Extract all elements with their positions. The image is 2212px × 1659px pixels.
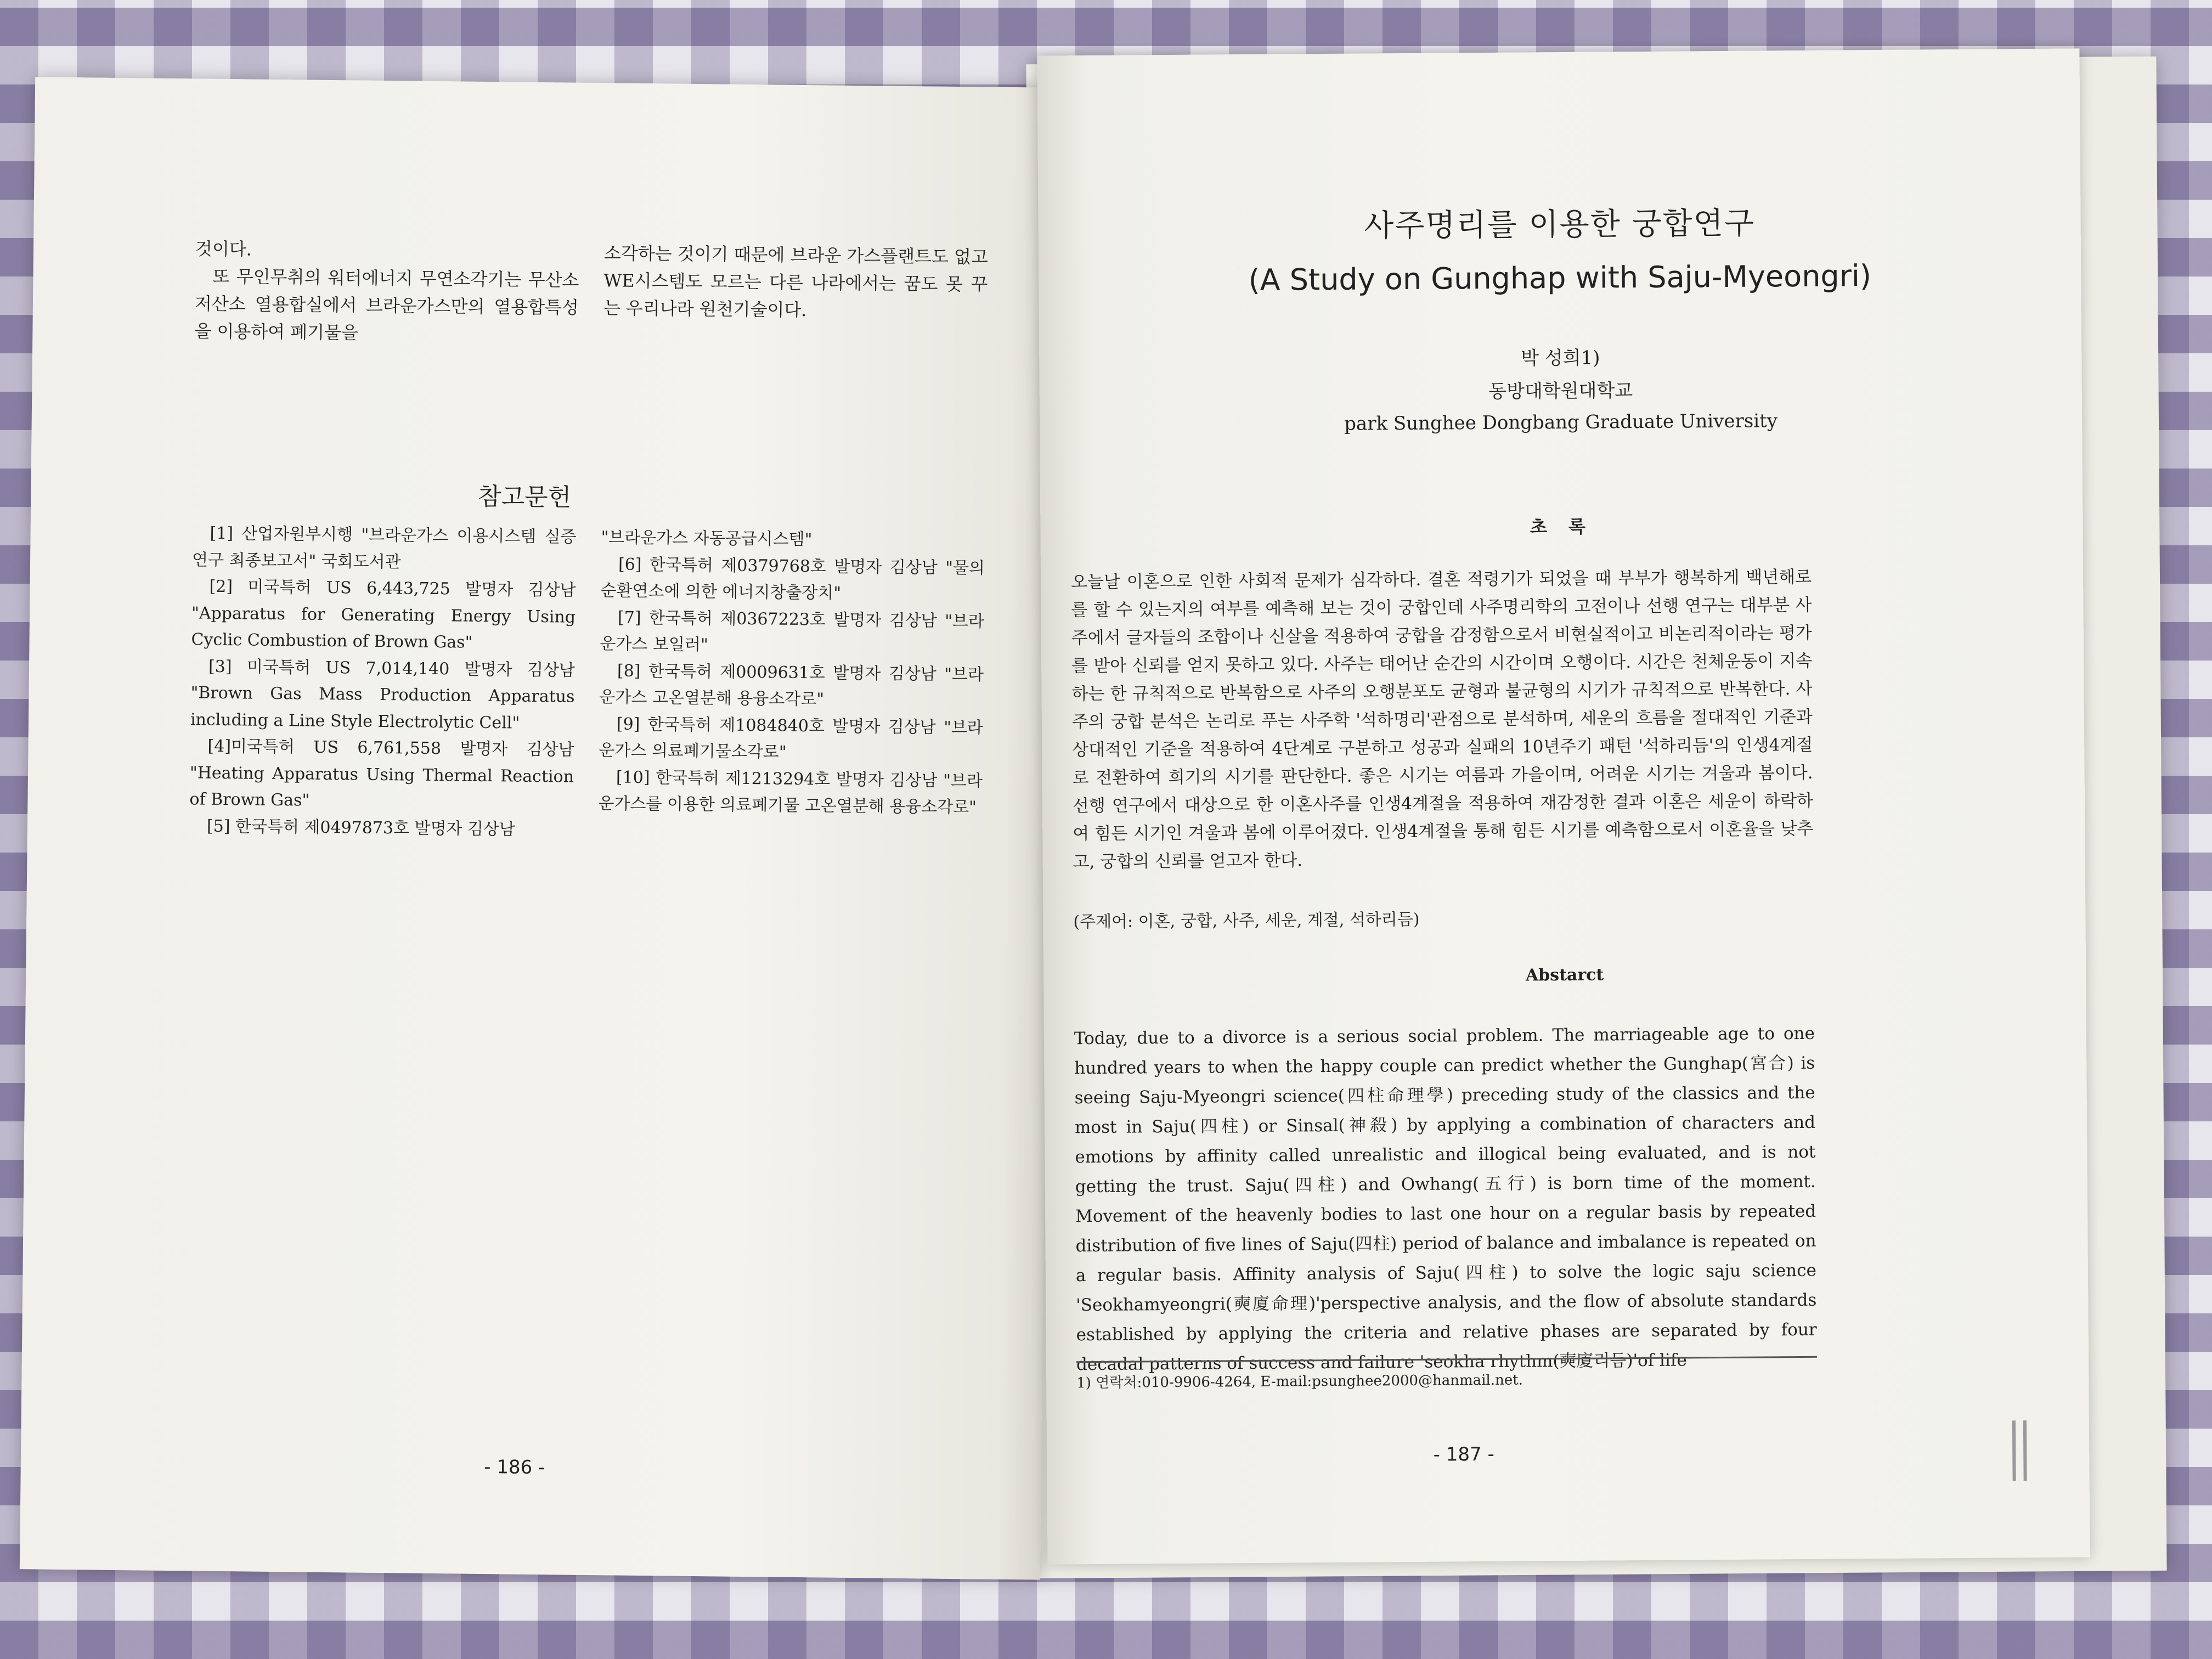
reference-item: [10] 한국특허 제1213294호 발명자 김상남 "브라운가스를 이용한 의료폐기물 고온열분해 용융소각로" <box>598 767 983 817</box>
footnote: 1) 연락처:010-9906-4264, E-mail:psunghee2000@hanmail.net. <box>1076 1372 1523 1392</box>
abstract-english <box>1074 1019 1817 1379</box>
page-number-left: - 186 - <box>484 1456 545 1479</box>
left-column-b <box>603 239 989 325</box>
abstract-text: Today, due to a divorce is a serious social problem. The marriageable age to one hundred years to when the happy couple can predict whether the Gunghap(宮合) is seeing Saju-Myeongri science(四柱命理學) preceding study of the classics and the most in Saju(四柱) or Sinsal(神殺) by applying a combination of characters and emotions by affinity called unrealistic and illogical being evaluated, and is not getting the trust. Saju(四柱) and Owhang(五行) is born time of the moment. Movement of the heavenly bodies to last one hour on a regular basis by repeated distribution of five lines of Saju(四柱) period of balance and imbalance is repeated on a regular basis. Affinity analysis of Saju(四柱) to solve the logic saju science 'Seokhamyeongri(奭廈命理)'perspective analysis, and the flow of absolute standards established by applying the criteria and relative phases are separated by four decadal patterns of success and failure 'seokha rhythm(奭廈리듬)'of life <box>1074 1023 1817 1375</box>
page-number-right: - 187 - <box>1433 1443 1494 1466</box>
reference-item: [9] 한국특허 제1084840호 발명자 김상남 "브라운가스 의료폐기물소각로" <box>599 714 984 762</box>
paragraph: 소각하는 것이기 때문에 브라운 가스플랜트도 없고 WE시스템도 모르는 다른 나라에서는 꿈도 못 꾸는 우리나라 원천기술이다. <box>603 242 989 321</box>
paragraph: 것이다. <box>195 238 252 260</box>
institution: 동방대학원대학교 <box>1488 380 1633 403</box>
keywords: (주제어: 이혼, 궁합, 사주, 세운, 계절, 석하리듬) <box>1073 910 1420 932</box>
reference-item: [4]미국특허 US 6,761,558 발명자 김상남 "Heating Apparatus Using Thermal Reaction of Brown Gas" <box>189 736 574 810</box>
reference-item: [8] 한국특허 제0009631호 발명자 김상남 "브라운가스 고온열분해 용융소각로" <box>599 661 984 709</box>
paragraph: 또 무인무취의 워터에너지 무연소각기는 무산소저산소 열용합실에서 브라운가스만의 열용합특성을 이용하여 폐기물을 <box>194 266 579 343</box>
reference-item: [6] 한국특허 제0379768호 발명자 김상남 "물의 순환연소에 의한 에너지창출장치" <box>600 555 985 603</box>
left-page <box>20 77 1056 1579</box>
title-korean: 사주명리를 이용한 궁합연구 <box>1363 205 1756 244</box>
left-column-a <box>194 235 579 348</box>
abstract-korean <box>1071 563 1814 876</box>
reference-item: [3] 미국특허 US 7,014,140 발명자 김상남 "Brown Gas Mass Production Apparatus including a Line Style Electrolytic Cell" <box>190 657 575 733</box>
abstract-text: 오늘날 이혼으로 인한 사회적 문제가 심각하다. 결혼 적령기가 되었을 때 부부가 행복하게 백년해로를 할 수 있는지의 여부를 예측해 보는 것이 궁합인데 사주명리학의 고전이나 선행 연구는 대부분 사주에서 글자들의 조합이나 신살을 적용하여 궁합을 감정함으로서 비현실적이고 비논리적이라는 평가를 받아 신뢰를 얻지 못하고 있다. 사주는 태어난 순간의 시간이며 오행이다. 시간은 천체운동이 지속하는 한 규칙적으로 반복함으로 사주의 오행분포도 균형과 불균형의 시기가 규칙적으로 반복한다. 사주의 궁합 분석은 논리로 푸는 사주학 '석하명리'관점으로 분석하며, 세운의 흐름을 절대적인 기준과 상대적인 기준을 적용하여 4단계로 구분하고 성공과 실패의 10년주기 패턴 '석하리듬'의 인생4계절로 전환하여 희기의 시기를 판단한다. 좋은 시기는 여름과 가을이며, 어려운 시기는 겨울과 봄이다. 선행 연구에서 대상으로 한 이혼사주를 인생4계절을 적용하여 재감정한 결과 이혼은 세운이 하락하여 힘든 시기인 겨울과 봄에 이루어졌다. 인생4계절을 통해 힘든 시기를 예측함으로서 이혼율을 낮추고, 궁합의 신뢰를 얻고자 한다. <box>1070 567 1814 872</box>
abstract-heading: 초 록 <box>1530 516 1594 538</box>
reference-item: [7] 한국특허 제0367223호 발명자 김상남 "브라운가스 보일러" <box>600 608 985 655</box>
affiliation-english: park Sunghee Dongbang Graduate University <box>1344 410 1778 435</box>
reference-item: [5] 한국특허 제0497873호 발명자 김상남 <box>206 816 516 839</box>
title-english: (A Study on Gunghap with Saju-Myeongri) <box>1248 258 1872 297</box>
reference-item: "브라운가스 자동공급시스템" <box>601 528 812 550</box>
references-column-b <box>598 524 985 821</box>
edge-mark <box>2012 1420 2027 1481</box>
right-page <box>1037 48 2090 1564</box>
references-column-a <box>189 520 577 843</box>
references-title: 참고문헌 <box>478 482 572 512</box>
author: 박 성희1) <box>1521 347 1600 370</box>
english-abstract-heading: Abstarct <box>1525 965 1604 985</box>
reference-item: [1] 산업자원부시행 "브라운가스 이용시스템 실증연구 최종보고서" 국회도서관 <box>191 523 577 572</box>
reference-item: [2] 미국특허 US 6,443,725 발명자 김상남 "Apparatus for Generating Energy Using Cyclic Combustion of Brown Gas" <box>191 577 576 652</box>
